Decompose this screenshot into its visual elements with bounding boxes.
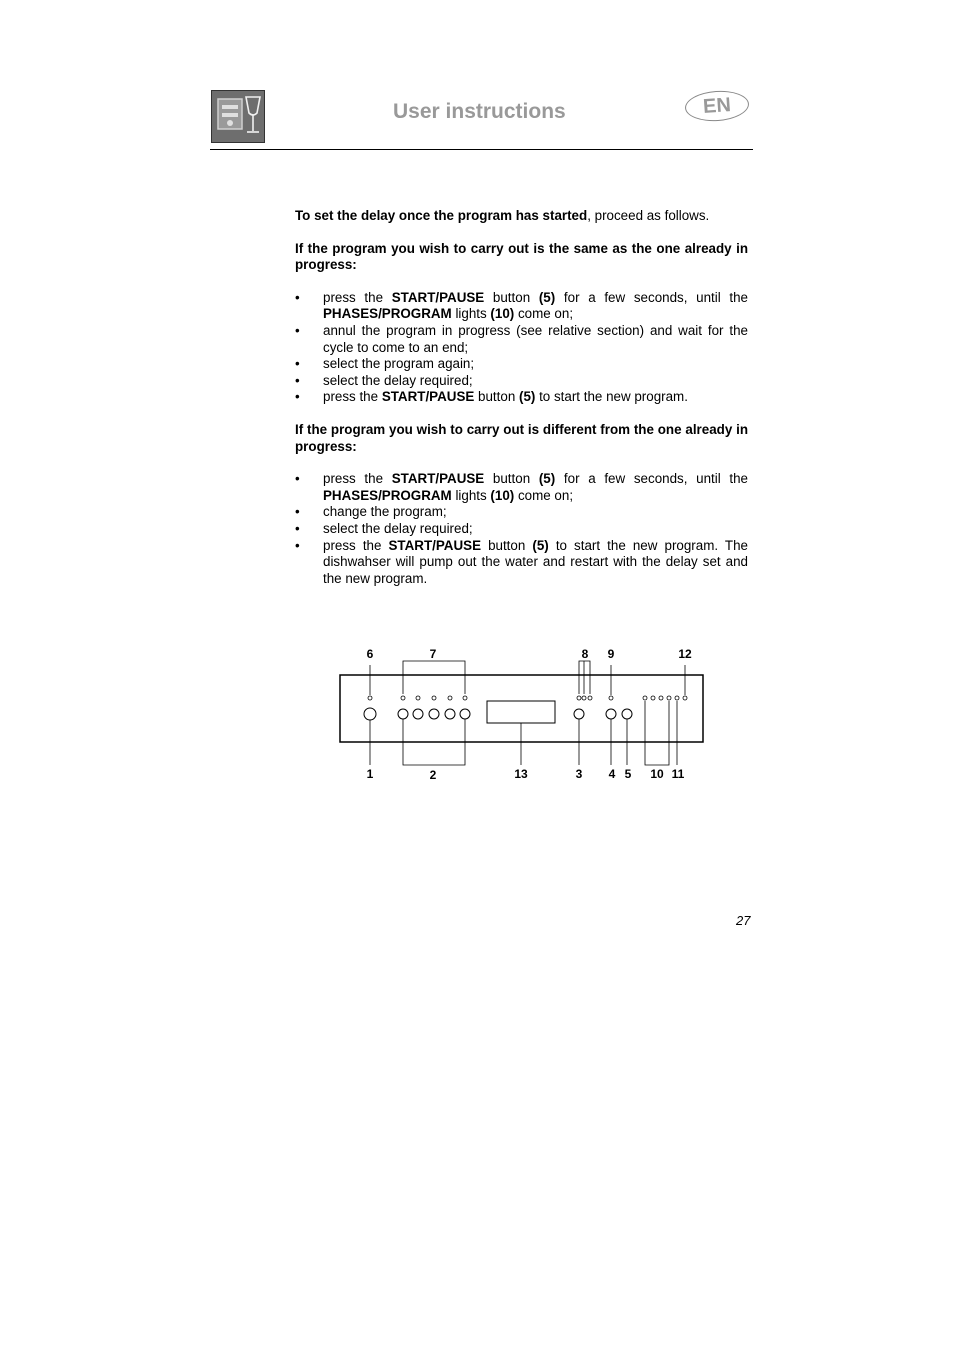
section2-item: • press the START/PAUSE button (5) to start the new program. The dishwahser will pump out the water and restart with the delay set and the new program. — [295, 538, 748, 588]
button-3 — [574, 709, 584, 719]
label-3: 3 — [575, 767, 583, 781]
section1-heading: If the program you wish to carry out is the same as the one already in progress: — [295, 240, 748, 273]
intro-rest: , proceed as follows. — [587, 208, 710, 223]
section2-item: • change the program; — [295, 504, 748, 521]
label-6: 6 — [366, 647, 374, 661]
section2-item: • press the START/PAUSE button (5) for a few seconds, until the PHASES/PROGRAM lights (10) come on; — [295, 471, 748, 504]
label-12: 12 — [678, 647, 692, 661]
label-1: 1 — [366, 767, 374, 781]
section1-item: • press the START/PAUSE button (5) for a few seconds, until the PHASES/PROGRAM lights (10) come on; — [295, 290, 748, 323]
page-number: 27 — [736, 913, 751, 928]
section2-list — [295, 471, 748, 587]
label-5: 5 — [624, 767, 632, 781]
panel-outline — [340, 675, 703, 742]
label-4: 4 — [608, 767, 616, 781]
header-divider — [210, 149, 753, 150]
label-10: 10 — [650, 767, 664, 781]
page-title: User instructions — [393, 100, 566, 123]
intro-bold: To set the delay once the program has started — [295, 208, 588, 223]
label-8: 8 — [581, 647, 589, 661]
button-1 — [364, 708, 376, 720]
section1-item: • select the program again; — [295, 356, 748, 373]
label-13: 13 — [514, 767, 528, 781]
section1-item: • annul the program in progress (see relative section) and wait for the cycle to come to an end; — [295, 323, 748, 356]
label-9: 9 — [607, 647, 615, 661]
main-content — [295, 208, 748, 603]
section2-heading: If the program you wish to carry out is different from the one already in progress: — [295, 421, 748, 454]
intro-paragraph — [295, 208, 748, 225]
control-panel-diagram — [330, 640, 720, 790]
control-panel-drawing — [330, 640, 720, 790]
label-7: 7 — [429, 647, 437, 661]
button-5 — [622, 709, 632, 719]
display-13 — [487, 701, 555, 723]
dishwasher-logo-icon — [212, 91, 264, 142]
button-4 — [606, 709, 616, 719]
language-badge: EN — [684, 89, 750, 123]
indicator-6 — [368, 696, 372, 700]
section2-item: • select the delay required; — [295, 521, 748, 538]
label-2: 2 — [429, 768, 437, 782]
section1-item: • press the START/PAUSE button (5) to start the new program. — [295, 389, 748, 406]
section1-item: • select the delay required; — [295, 373, 748, 390]
label-11: 11 — [671, 767, 685, 781]
section1-list — [295, 290, 748, 406]
header-logo — [211, 90, 265, 143]
